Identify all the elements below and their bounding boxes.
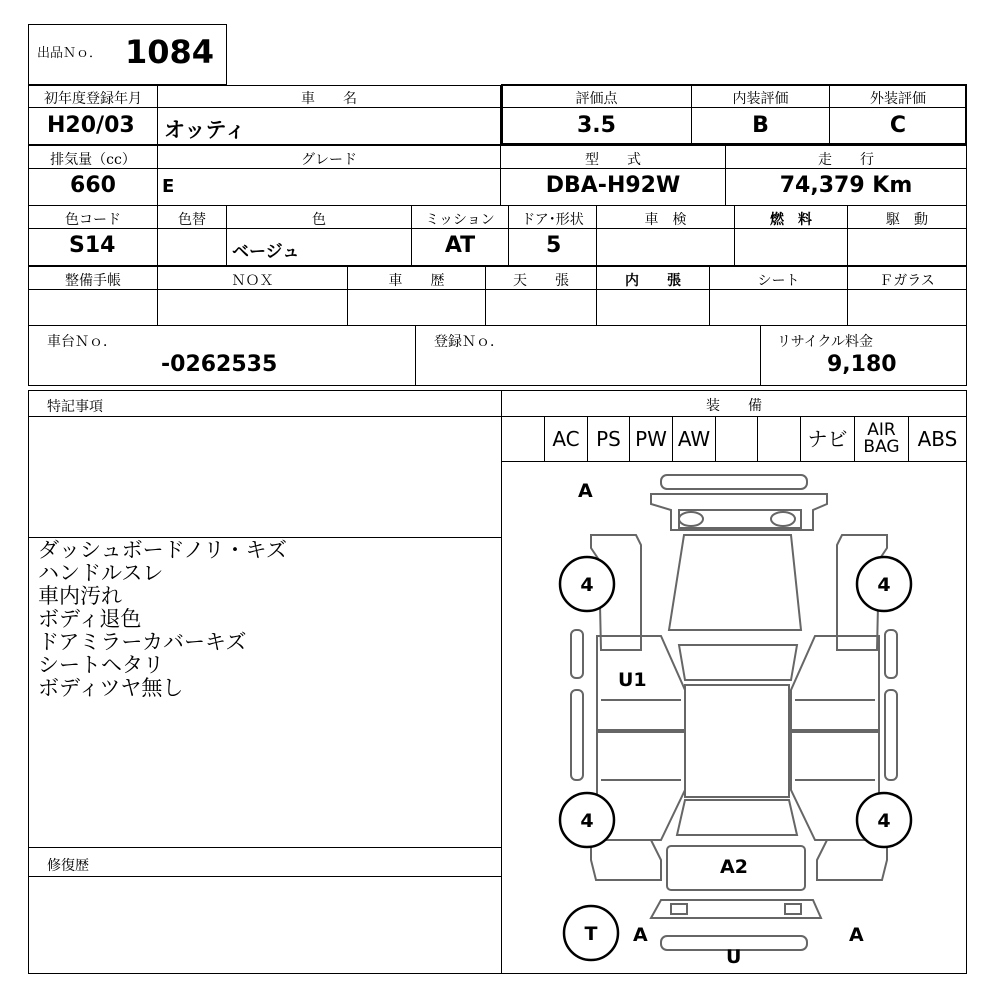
repair-area	[28, 876, 502, 974]
mileage-value: 74,379 Km	[779, 173, 913, 198]
inner-label: 内 張	[625, 273, 681, 289]
notes-area	[28, 537, 502, 848]
mark-tire-fr: 4	[877, 574, 891, 596]
lot-number-box	[28, 24, 227, 85]
note-item: ボディ退色	[38, 607, 142, 631]
score-value: 3.5	[577, 113, 616, 138]
rear-left-fender	[591, 840, 661, 880]
car-name-label-cell	[157, 85, 501, 108]
exterior-label: 外装評価	[870, 91, 926, 107]
rear-bumper	[651, 900, 821, 918]
grade-label: グレード	[301, 152, 357, 168]
repaint-label-cell	[157, 205, 227, 229]
roof	[685, 685, 789, 797]
score-label-cell	[501, 85, 692, 108]
mark-tire-rr: 4	[877, 810, 891, 832]
repaint-label: 色替	[178, 212, 206, 228]
right-mirror	[885, 630, 897, 678]
mark-spare: T	[584, 923, 598, 945]
maintenance-cell	[28, 289, 158, 326]
rear-lamp-left	[671, 904, 687, 914]
mark-tire-fl: 4	[580, 574, 594, 596]
exterior-value: C	[889, 113, 907, 138]
reg-no-label: 登録Ｎｏ．	[434, 334, 504, 350]
chassis-label: 車台Ｎｏ．	[47, 334, 117, 350]
lot-number: 1084	[125, 33, 215, 71]
front-bumper-outline	[661, 475, 807, 489]
color-label-cell	[226, 205, 412, 229]
remarks-header-cell	[28, 390, 502, 417]
interior-label: 内装評価	[732, 91, 789, 107]
roof-label: 天 張	[513, 273, 569, 289]
nox-label: ＮＯＸ	[231, 273, 274, 289]
history-label-cell	[347, 266, 486, 290]
model-label-cell	[500, 145, 726, 169]
mission-label-cell	[411, 205, 509, 229]
first-reg-cell	[28, 107, 158, 145]
history-cell	[347, 289, 486, 326]
score-label: 評価点	[575, 91, 618, 107]
mission-label: ミッション	[425, 212, 495, 228]
nox-cell	[157, 289, 348, 326]
maintenance-label-cell	[28, 266, 158, 290]
diagram-area	[501, 461, 967, 974]
note-item: ダッシュボードノリ・キズ	[38, 538, 288, 562]
left-step	[571, 690, 583, 780]
roof-cell	[485, 289, 597, 326]
fuel-cell	[734, 228, 848, 266]
color-label: 色	[312, 212, 326, 228]
interior-cell	[691, 107, 830, 145]
grade-cell	[157, 168, 501, 206]
first-reg-label: 初年度登録年月	[44, 91, 142, 107]
color-code-label: 色コード	[65, 212, 121, 228]
drive-cell	[847, 228, 967, 266]
mission-value: AT	[444, 233, 476, 258]
grade-value: E	[162, 176, 175, 197]
recycle-value: 9,180	[827, 352, 897, 377]
hood	[669, 535, 801, 630]
mark-rear-glass: A2	[720, 856, 748, 878]
mark-rear-right: A	[849, 924, 864, 946]
color-code-value: S14	[69, 233, 116, 258]
equipment-blank	[716, 417, 758, 461]
roof-label-cell	[485, 266, 597, 290]
seat-label: シート	[757, 273, 800, 289]
notes-list	[38, 539, 287, 700]
rear-lamp-right	[785, 904, 801, 914]
equipment-blank	[502, 417, 545, 461]
repair-header-cell	[28, 847, 502, 877]
color-cell	[226, 228, 412, 266]
fuel-label: 燃 料	[770, 212, 812, 228]
chassis-cell	[28, 325, 416, 386]
windshield	[679, 645, 797, 680]
fuel-label-cell	[734, 205, 848, 229]
color-code-label-cell	[28, 205, 158, 229]
equipment-label: 装 備	[706, 398, 762, 414]
inner-label-cell	[596, 266, 710, 290]
door-value: 5	[546, 233, 562, 258]
inspection-label: 車 検	[644, 212, 687, 228]
mark-tire-rl: 4	[580, 810, 594, 832]
maintenance-label: 整備手帳	[65, 273, 121, 289]
rear-glass	[677, 800, 797, 835]
exterior-cell	[829, 107, 967, 145]
mileage-cell	[725, 168, 967, 206]
reg-no-cell	[415, 325, 761, 386]
mark-rear-bottom: U	[726, 946, 742, 968]
score-cell	[501, 107, 692, 145]
equipment-pw: PW	[630, 417, 673, 461]
equipment-blank	[758, 417, 801, 461]
inspection-label-cell	[596, 205, 735, 229]
mileage-label-cell	[725, 145, 967, 169]
equipment-aw: AW	[673, 417, 716, 461]
door-label-cell	[508, 205, 597, 229]
remarks-label: 特記事項	[47, 399, 103, 415]
grade-label-cell	[157, 145, 501, 169]
lot-number-label: 出品Ｎｏ．	[37, 46, 103, 61]
car-name-label: 車 名	[301, 91, 357, 107]
displacement-label: 排気量（cc）	[50, 152, 136, 168]
interior-value: B	[752, 113, 769, 138]
seat-label-cell	[709, 266, 848, 290]
model-cell	[500, 168, 726, 206]
mission-cell	[411, 228, 509, 266]
displacement-value: 660	[70, 173, 116, 198]
front-emblem-right	[771, 512, 795, 526]
note-item: ドアミラーカバーキズ	[38, 630, 247, 654]
drive-label: 駆 動	[886, 212, 928, 228]
glass-cell	[847, 289, 967, 326]
note-item: シートヘタリ	[38, 653, 164, 677]
mark-left-side: U1	[618, 669, 647, 691]
equipment-ac: AC	[545, 417, 588, 461]
equipment-airbag: AIR BAG	[855, 417, 909, 461]
chassis-value: -0262535	[161, 352, 278, 377]
first-reg-value: H20/03	[47, 113, 135, 138]
right-step	[885, 690, 897, 780]
drive-label-cell	[847, 205, 967, 229]
car-name-cell	[157, 107, 501, 145]
first-reg-label-cell	[28, 85, 158, 108]
exterior-label-cell	[829, 85, 967, 108]
equipment-navi: ナビ	[801, 417, 855, 461]
equipment-ps: PS	[588, 417, 630, 461]
inner-cell	[596, 289, 710, 326]
inspection-cell	[596, 228, 735, 266]
equipment-abs: ABS	[917, 427, 958, 451]
recycle-cell	[760, 325, 967, 386]
color-value: ベージュ	[232, 242, 300, 262]
left-mirror	[571, 630, 583, 678]
repair-label: 修復歴	[47, 858, 89, 874]
displacement-label-cell	[28, 145, 158, 169]
note-item: ボディツヤ無し	[38, 676, 184, 700]
front-emblem-left	[679, 512, 703, 526]
displacement-cell	[28, 168, 158, 206]
color-code-cell	[28, 228, 158, 266]
mileage-label: 走 行	[818, 152, 874, 168]
history-label: 車 歴	[388, 273, 445, 289]
car-diagram	[502, 462, 966, 973]
car-name-value: オッティ	[164, 118, 246, 142]
note-item: ハンドルスレ	[38, 561, 164, 585]
glass-label: Ｆガラス	[879, 273, 935, 289]
door-label: ドア･形状	[521, 212, 584, 228]
mark-front: A	[578, 480, 593, 502]
interior-label-cell	[691, 85, 830, 108]
nox-label-cell	[157, 266, 348, 290]
door-cell	[508, 228, 597, 266]
equipment-header-cell	[501, 390, 967, 417]
glass-label-cell	[847, 266, 967, 290]
equipment-row	[501, 416, 967, 462]
recycle-label: リサイクル料金	[777, 334, 874, 350]
repaint-cell	[157, 228, 227, 266]
remarks-area	[28, 416, 502, 538]
model-label: 型 式	[585, 152, 641, 168]
mark-rear-left: A	[633, 924, 648, 946]
model-value: DBA-H92W	[545, 173, 681, 198]
note-item: 車内汚れ	[38, 584, 122, 608]
seat-cell	[709, 289, 848, 326]
